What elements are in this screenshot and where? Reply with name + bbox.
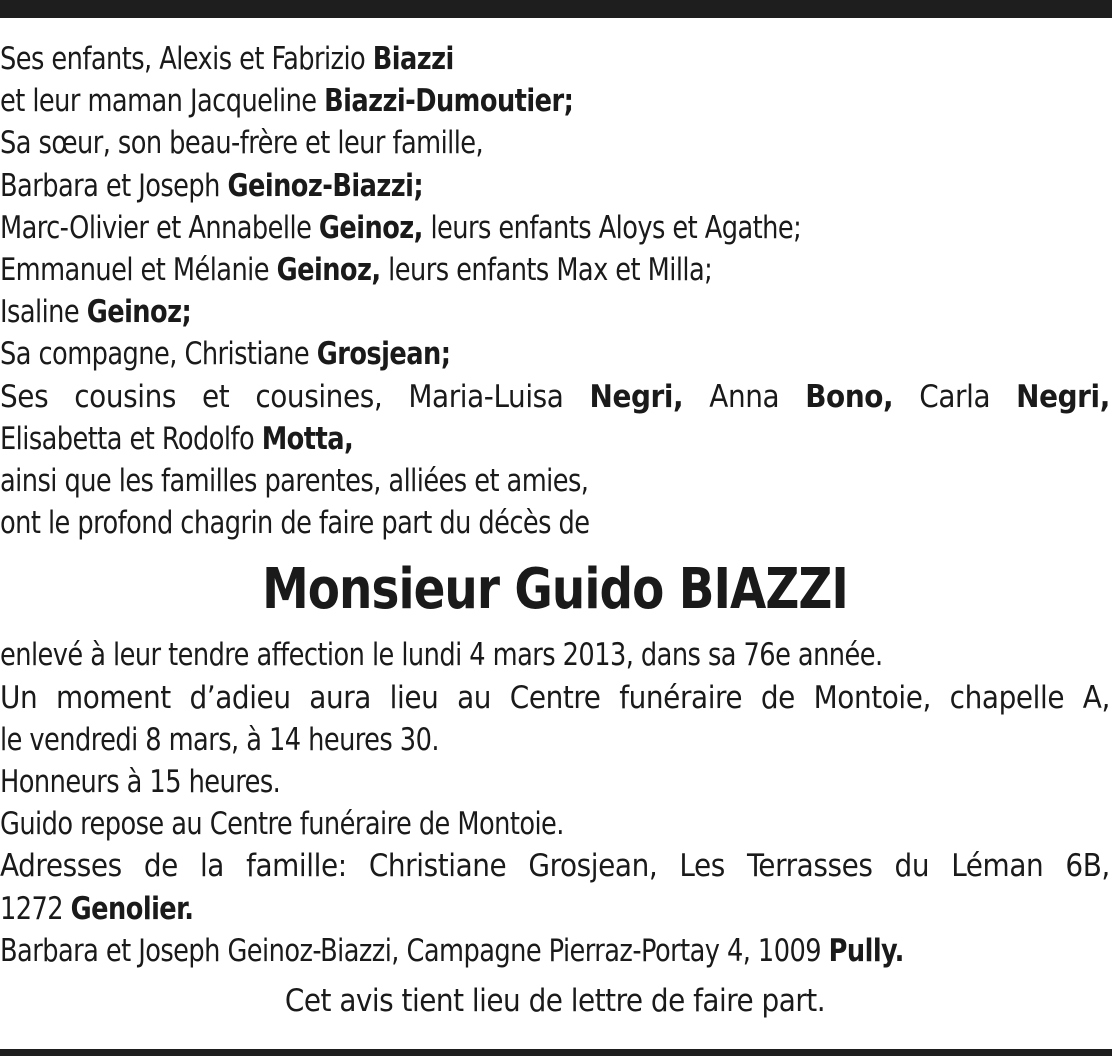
surname: Biazzi-Dumoutier; (324, 83, 574, 120)
surname: Geinoz; (86, 294, 192, 331)
details-line-6: Adresses de la famille: Christiane Grosjean, Les Terrasses du Léman 6B, (0, 848, 1110, 885)
surname: Bono, (805, 378, 894, 415)
family-line-12: ont le profond chagrin de faire part du décès de (0, 505, 590, 542)
surname: Negri, (589, 378, 684, 415)
family-line-2: et leur maman Jacqueline Biazzi-Dumoutier; (0, 83, 574, 120)
family-line-6: Emmanuel et Mélanie Geinoz, leurs enfants Max et Milla; (0, 252, 713, 289)
town: Pully. (828, 932, 904, 969)
details-line-3: le vendredi 8 mars, à 14 heures 30. (0, 721, 439, 758)
surname: Grosjean; (316, 336, 451, 373)
top-rule (0, 0, 1112, 18)
surname: Biazzi (372, 41, 454, 77)
details-line-4: Honneurs à 15 heures. (0, 764, 281, 801)
town: Genolier. (70, 890, 194, 927)
family-line-9: Ses cousins et cousines, Maria-Luisa Negri, Anna Bono, Carla Negri, (0, 376, 1110, 418)
family-line-10: Elisabetta et Rodolfo Motta, (0, 420, 354, 457)
details-line-5: Guido repose au Centre funéraire de Montoie. (0, 806, 564, 843)
family-line-8: Sa compagne, Christiane Grosjean; (0, 336, 451, 373)
surname: Geinoz-Biazzi; (227, 167, 424, 204)
details-line-1: enlevé à leur tendre affection le lundi 4 mars 2013, dans sa 76e année. (0, 637, 883, 674)
details-line-7: 1272 Genolier. (0, 890, 194, 927)
family-line-11: ainsi que les familles parentes, alliées et amies, (0, 463, 589, 500)
surname: Geinoz, (276, 252, 381, 289)
surname: Geinoz, (318, 209, 423, 246)
surname: Negri, (1016, 378, 1110, 415)
family-line-5: Marc-Olivier et Annabelle Geinoz, leurs enfants Aloys et Agathe; (0, 209, 802, 246)
details-line-8: Barbara et Joseph Geinoz-Biazzi, Campagne Pierraz-Portay 4, 1009 Pully. (0, 932, 904, 969)
family-line-7: Isaline Geinoz; (0, 294, 192, 331)
family-line-4: Barbara et Joseph Geinoz-Biazzi; (0, 167, 424, 204)
death-notice (0, 38, 1110, 1022)
surname: Motta, (261, 420, 354, 457)
family-line-1: Ses enfants, Alexis et Fabrizio Biazzi (0, 41, 454, 77)
bottom-rule (0, 1049, 1112, 1056)
deceased-name: Monsieur Guido BIAZZI (262, 557, 848, 623)
family-line-3: Sa sœur, son beau-frère et leur famille, (0, 125, 484, 162)
closing-note: Cet avis tient lieu de lettre de faire part. (284, 983, 826, 1020)
details-line-2: Un moment d’adieu aura lieu au Centre funéraire de Montoie, chapelle A, (0, 679, 1110, 716)
